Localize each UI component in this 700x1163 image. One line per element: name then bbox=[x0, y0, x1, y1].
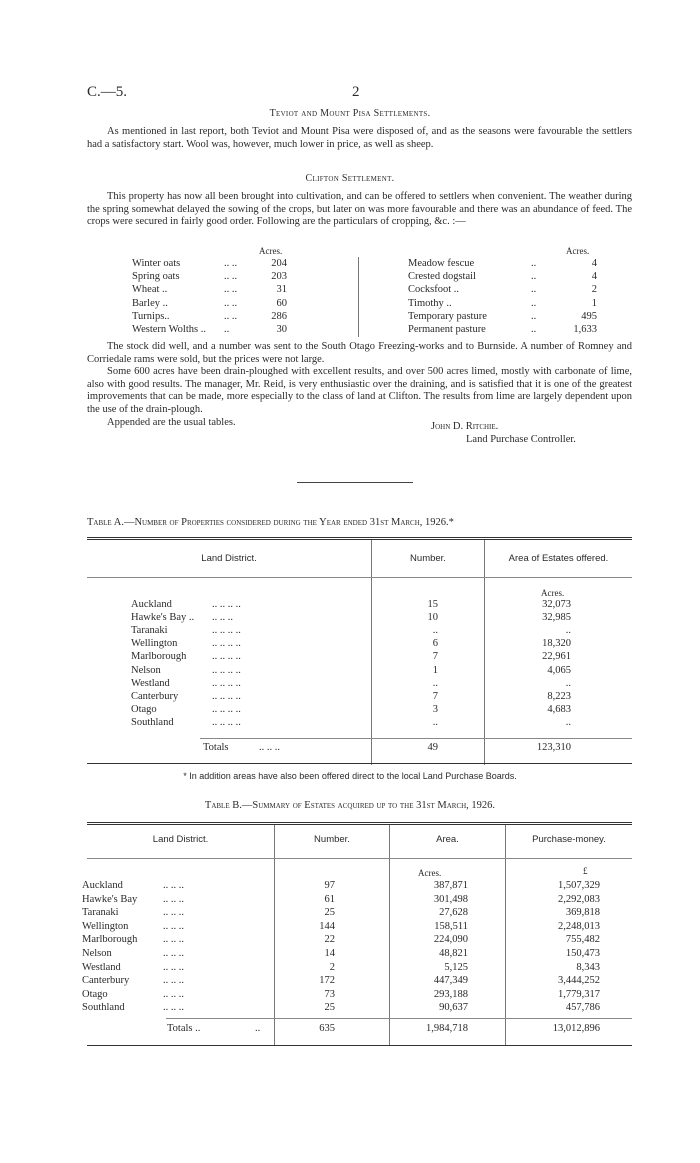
table-b-dots: .. .. .. bbox=[163, 948, 184, 959]
crop-name: Timothy .. bbox=[408, 297, 452, 309]
signature-title: Land Purchase Controller. bbox=[466, 434, 576, 445]
table-a-totals-label: Totals bbox=[203, 742, 229, 753]
table-a-number: .. bbox=[432, 677, 438, 689]
table-b-header-district: Land District. bbox=[152, 834, 209, 845]
table-a-header-area: Area of Estates offered. bbox=[508, 553, 609, 564]
table-b-caption: Table B.—Summary of Estates acquired up to the 31st March, 1926. bbox=[204, 800, 496, 811]
table-b-money: 2,292,083 bbox=[558, 893, 600, 905]
table-a-district: Otago bbox=[131, 703, 157, 715]
signature-name: John D. Ritchie. bbox=[431, 421, 499, 432]
table-a-area: 4,065 bbox=[547, 664, 571, 676]
table-b-totals-label: Totals .. bbox=[167, 1023, 201, 1034]
table-b-district: Auckland bbox=[82, 880, 123, 891]
table-a-district: Hawke's Bay .. bbox=[131, 612, 195, 624]
crop-acres: 2 bbox=[591, 284, 597, 296]
table-a-district: Marlborough bbox=[131, 651, 187, 663]
crop-name: Spring oats bbox=[132, 271, 180, 283]
table-b-district: Nelson bbox=[82, 948, 112, 959]
table-b-header-number: Number. bbox=[314, 834, 350, 845]
table-a-number: .. bbox=[432, 625, 438, 637]
table-a-area: 32,985 bbox=[542, 612, 571, 624]
table-b-area: 158,511 bbox=[434, 920, 468, 932]
table-b-dots: .. .. .. bbox=[163, 961, 184, 973]
table-a-dots: .. .. .. .. bbox=[212, 664, 241, 676]
table-b-district: Otago bbox=[82, 988, 108, 1000]
table-a-dots: .. .. .. .. bbox=[212, 599, 241, 610]
table-b-totals-dots: .. bbox=[255, 1023, 261, 1034]
table-b-number: 25 bbox=[324, 1002, 335, 1014]
table-b-unit-money: £ bbox=[583, 866, 588, 876]
table-b-area: 5,125 bbox=[444, 961, 468, 973]
table-a-dots: .. .. .. .. bbox=[212, 625, 241, 637]
table-a-number: 15 bbox=[427, 599, 438, 610]
table-b-number: 2 bbox=[329, 961, 335, 973]
crop-acres: 31 bbox=[276, 284, 287, 296]
drainage-paragraph: Some 600 acres have been drain-ploughed with excellent results, and over 500 acres limed, mostly with carbonate of lime, also with good results. The manager, Mr. Reid, is very enthusiastic over the draining, and is satisfied that it is one of the greatest improvements that can be made, more especially to the class of land at Clifton. The results from lime are largely dependent upon the use of the drain-plough. bbox=[87, 366, 632, 415]
table-b-district: Taranaki bbox=[82, 907, 119, 919]
crop-name: Crested dogstail bbox=[408, 271, 476, 283]
crop-name: Cocksfoot .. bbox=[408, 284, 460, 296]
table-b-header-area: Area. bbox=[436, 834, 459, 845]
table-b-district: Canterbury bbox=[82, 975, 130, 987]
table-b-number: 14 bbox=[324, 948, 335, 959]
stock-paragraph: The stock did well, and a number was sent to the South Otago Freezing-works and to Burnside. A number of Romney and Corriedale rams were sold, but the prices were not large. bbox=[87, 341, 632, 365]
table-a-number: .. bbox=[432, 716, 438, 728]
table-b-money: 150,473 bbox=[565, 948, 600, 959]
crop-acres: 1 bbox=[591, 297, 597, 309]
section-title-teviot: Teviot and Mount Pisa Settlements. bbox=[269, 108, 431, 119]
table-a-district: Taranaki bbox=[131, 625, 168, 637]
table-b-district: Southland bbox=[82, 1002, 125, 1014]
table-b-number: 73 bbox=[324, 988, 335, 1000]
table-b-area: 27,628 bbox=[439, 907, 468, 919]
crop-name: Winter oats bbox=[132, 258, 181, 269]
crop-dots: .. bbox=[531, 271, 537, 283]
table-a-dots: .. .. .. .. bbox=[212, 703, 241, 715]
crop-dots: .. bbox=[531, 297, 537, 309]
table-a-dots: .. .. .. .. bbox=[212, 690, 241, 702]
table-b-money: 1,507,329 bbox=[558, 880, 600, 891]
table-b-dots: .. .. .. bbox=[163, 934, 184, 946]
table-a-footnote: * In addition areas have also been offered direct to the local Land Purchase Boards. bbox=[183, 771, 517, 781]
table-a-district: Auckland bbox=[131, 599, 172, 610]
table-b-unit-area: Acres. bbox=[418, 868, 442, 878]
table-a-unit: Acres. bbox=[541, 588, 565, 598]
table-b-district: Westland bbox=[82, 961, 121, 973]
table-a-number: 7 bbox=[432, 651, 438, 663]
crop-dots: .. .. bbox=[224, 258, 238, 269]
table-a-area: .. bbox=[565, 677, 571, 689]
table-b-header-money: Purchase-money. bbox=[532, 834, 606, 845]
table-b-dots: .. .. .. bbox=[163, 893, 184, 905]
crop-dots: .. .. bbox=[224, 271, 238, 283]
table-a-dots: .. .. .. .. bbox=[212, 677, 241, 689]
table-a-totals-area: 123,310 bbox=[536, 742, 571, 753]
crop-name: Turnips.. bbox=[132, 310, 170, 322]
table-a-area: .. bbox=[565, 716, 571, 728]
table-a-dots: .. .. .. .. bbox=[212, 716, 241, 728]
table-b-totals-number: 635 bbox=[319, 1023, 335, 1034]
report-code: C.—5. bbox=[87, 84, 128, 100]
table-b-number: 144 bbox=[319, 920, 335, 932]
crop-acres: 286 bbox=[271, 310, 287, 322]
crop-acres: 4 bbox=[591, 271, 597, 283]
table-b-area: 90,637 bbox=[439, 1002, 468, 1014]
table-a-header-district: Land District. bbox=[201, 553, 257, 564]
crop-dots: .. bbox=[224, 324, 230, 335]
table-a-area: 22,961 bbox=[542, 651, 571, 663]
table-b-totals-area: 1,984,718 bbox=[426, 1023, 468, 1034]
table-a-dots: .. .. .. .. bbox=[212, 651, 241, 663]
table-a-district: Wellington bbox=[131, 638, 178, 650]
crop-acres: 203 bbox=[271, 271, 287, 283]
clifton-paragraph: This property has now all been brought into cultivation, and can be offered to settlers when convenient. The weather during the spring somewhat delayed the sowing of the crops, but later on was more favourable and there was an abundance of feed. The crops were secured in fairly good order. Following are the particulars of cropping, &c. :— bbox=[87, 191, 632, 228]
table-b-totals-money: 13,012,896 bbox=[552, 1023, 600, 1034]
table-b-area: 387,871 bbox=[433, 880, 468, 891]
table-a-number: 3 bbox=[432, 703, 438, 715]
crop-name: Western Wolths .. bbox=[132, 324, 206, 335]
table-b-area: 224,090 bbox=[433, 934, 468, 946]
table-b-area: 447,349 bbox=[433, 975, 468, 987]
table-b-dots: .. .. .. bbox=[163, 1002, 184, 1014]
table-a-number: 1 bbox=[432, 664, 438, 676]
table-b-dots: .. .. .. bbox=[163, 988, 184, 1000]
crop-dots: .. bbox=[531, 258, 537, 269]
crop-acres: 30 bbox=[276, 324, 287, 335]
crop-dots: .. bbox=[531, 324, 537, 335]
table-b-money: 755,482 bbox=[565, 934, 600, 946]
table-b-district: Hawke's Bay bbox=[82, 893, 138, 905]
crop-acres: 4 bbox=[591, 258, 597, 269]
table-a-number: 6 bbox=[432, 638, 438, 650]
table-a-area: 8,223 bbox=[547, 690, 571, 702]
table-a-number: 7 bbox=[432, 690, 438, 702]
crop-acres: 60 bbox=[276, 297, 287, 309]
table-a-district: Canterbury bbox=[131, 690, 179, 702]
table-a-dots: .. .. .. .. bbox=[212, 638, 241, 650]
crop-dots: .. .. bbox=[224, 310, 238, 322]
table-a-area: .. bbox=[565, 625, 571, 637]
table-a-number: 10 bbox=[427, 612, 438, 624]
crop-dots: .. .. bbox=[224, 284, 238, 296]
crop-name: Barley .. bbox=[132, 297, 168, 309]
crop-name: Temporary pasture bbox=[408, 310, 487, 322]
table-b-money: 3,444,252 bbox=[558, 975, 600, 987]
table-b-dots: .. .. .. bbox=[163, 975, 184, 987]
page-number: 2 bbox=[352, 84, 360, 100]
table-a-dots: .. .. .. bbox=[212, 612, 233, 624]
table-a-district: Westland bbox=[131, 677, 170, 689]
crop-acres: 1,633 bbox=[573, 324, 597, 335]
table-b-money: 457,786 bbox=[565, 1002, 600, 1014]
appended-paragraph: Appended are the usual tables. bbox=[107, 416, 236, 428]
crop-dots: .. bbox=[531, 310, 537, 322]
table-a-area: 18,320 bbox=[542, 638, 571, 650]
table-b-dots: .. .. .. bbox=[163, 907, 184, 919]
table-b-number: 172 bbox=[319, 975, 335, 987]
table-b-dots: .. .. .. bbox=[163, 920, 184, 932]
table-a-district: Southland bbox=[131, 716, 174, 728]
crop-dots: .. bbox=[531, 284, 537, 296]
table-b-money: 1,779,317 bbox=[558, 988, 600, 1000]
table-a-caption: Table A.—Number of Properties considered during the Year ended 31st March, 1926.* bbox=[87, 517, 454, 528]
crop-name: Permanent pasture bbox=[408, 324, 486, 335]
table-b-area: 293,188 bbox=[433, 988, 468, 1000]
table-b-money: 369,818 bbox=[565, 907, 600, 919]
table-b-number: 25 bbox=[324, 907, 335, 919]
table-b-number: 22 bbox=[324, 934, 335, 946]
crop-dots: .. .. bbox=[224, 297, 238, 309]
table-a-area: 4,683 bbox=[547, 703, 571, 715]
table-b-number: 61 bbox=[324, 893, 335, 905]
table-a-area: 32,073 bbox=[542, 599, 571, 610]
table-a-header-number: Number. bbox=[410, 553, 446, 564]
table-a-district: Nelson bbox=[131, 664, 161, 676]
crop-acres: 495 bbox=[581, 310, 597, 322]
table-b-number: 97 bbox=[324, 880, 335, 891]
cropping-unit-left: Acres. bbox=[259, 246, 283, 256]
table-b-money: 8,343 bbox=[576, 961, 600, 973]
table-b-dots: .. .. .. bbox=[163, 880, 184, 891]
cropping-unit-right: Acres. bbox=[566, 246, 590, 256]
table-b-district: Marlborough bbox=[82, 934, 138, 946]
table-a-totals-dots: .. .. .. bbox=[259, 742, 280, 753]
section-title-clifton: Clifton Settlement. bbox=[305, 173, 395, 184]
table-b-money: 2,248,013 bbox=[558, 920, 600, 932]
table-b-area: 301,498 bbox=[433, 893, 468, 905]
crop-name: Wheat .. bbox=[132, 284, 168, 296]
table-b-district: Wellington bbox=[82, 920, 129, 932]
teviot-paragraph: As mentioned in last report, both Teviot and Mount Pisa were disposed of, and as the seasons were favourable the settlers had a satisfactory start. Wool was, however, much lower in price, as well as sheep. bbox=[87, 126, 632, 150]
table-a-totals-number: 49 bbox=[427, 742, 438, 753]
crop-acres: 204 bbox=[271, 258, 287, 269]
crop-name: Meadow fescue bbox=[408, 258, 475, 269]
table-b-area: 48,821 bbox=[439, 948, 468, 959]
